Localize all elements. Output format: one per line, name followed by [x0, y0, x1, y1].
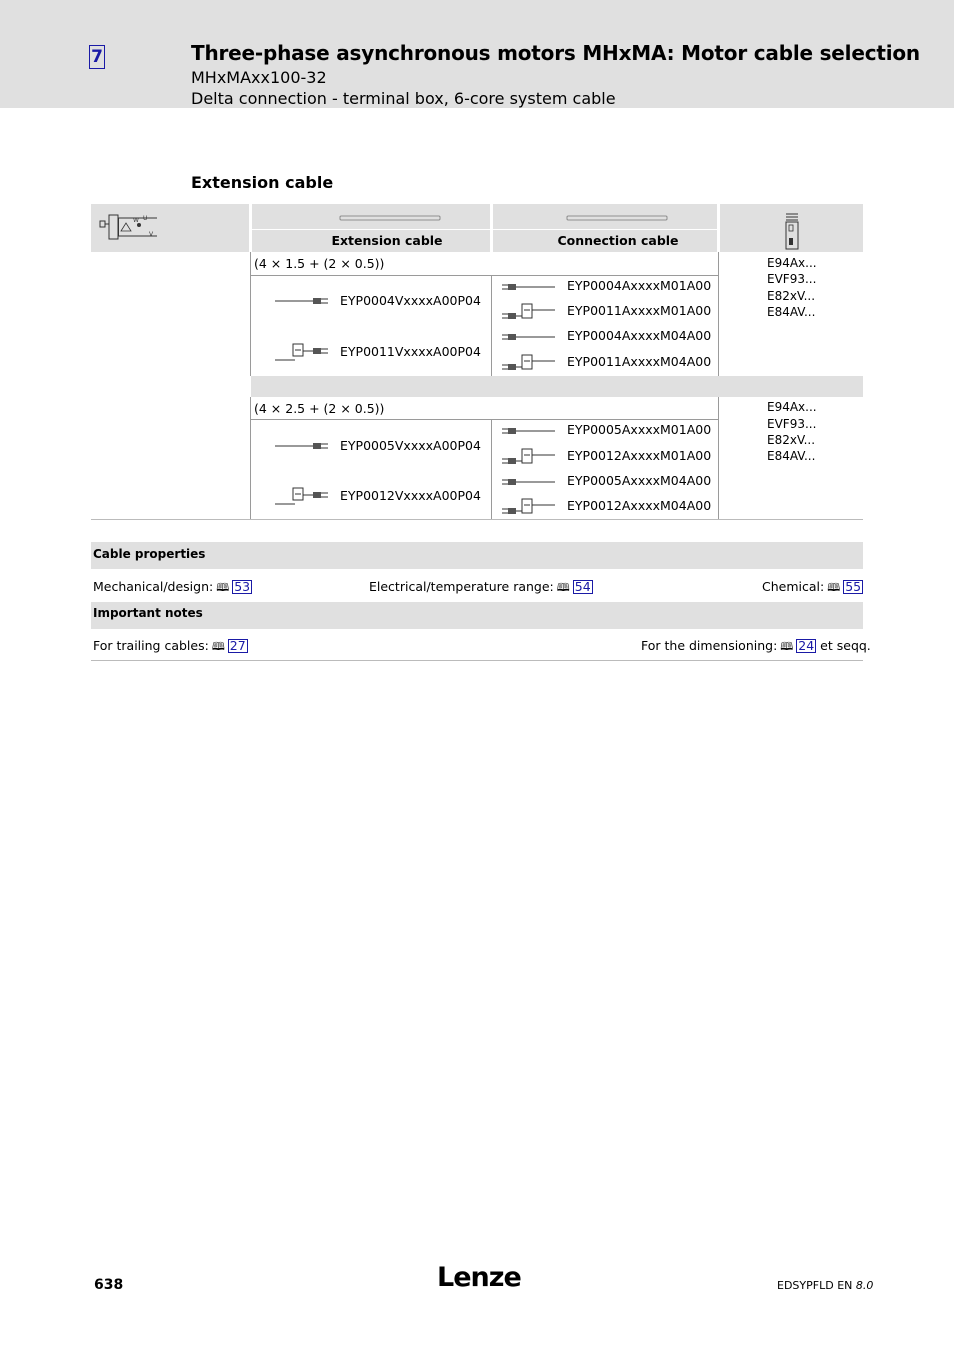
- doc-code: EDSYPFLD: [777, 1279, 834, 1292]
- trailing-cables-ref: [93, 638, 248, 657]
- extension-cable-part: EYP0011VxxxxA00P04: [340, 344, 481, 359]
- important-notes-heading: Important notes: [93, 606, 203, 620]
- extension-cable-part: EYP0012VxxxxA00P04: [340, 488, 481, 503]
- controller-header-cell: [720, 204, 863, 252]
- motor-terminal-box-icon: [99, 213, 157, 241]
- svg-text:V: V: [149, 231, 154, 238]
- lenze-logo: Lenze: [437, 1262, 521, 1293]
- extension-cable-header: Extension cable: [331, 233, 443, 248]
- electrical-temperature-ref: [369, 579, 593, 598]
- controller-type: E82xV...: [767, 289, 816, 303]
- page-ref-link[interactable]: 54: [574, 579, 591, 594]
- section-title: Extension cable: [191, 173, 334, 192]
- cross-section-label: (4 × 2.5 + (2 × 0.5)): [254, 401, 385, 416]
- cross-section-label: (4 × 1.5 + (2 × 0.5)): [254, 256, 385, 271]
- dimensioning-label: For the dimensioning:: [641, 638, 778, 653]
- page-ref-link[interactable]: 53: [234, 579, 251, 594]
- connection-cable-part: EYP0005AxxxxM01A00: [567, 422, 712, 437]
- connection-cable-part: EYP0005AxxxxM04A00: [567, 473, 712, 488]
- connection-cable-part: EYP0004AxxxxM01A00: [567, 278, 712, 293]
- angled-connector-icon: [275, 484, 329, 508]
- extension-header-cell: [252, 204, 490, 252]
- cable-end-icon: [275, 440, 329, 452]
- angled-connector-icon: [502, 300, 556, 324]
- dimensioning-suffix: et seqq.: [820, 638, 871, 653]
- page-ref-link[interactable]: 55: [845, 579, 862, 594]
- controller-type: EVF93...: [767, 417, 817, 431]
- page-number: 638: [94, 1277, 124, 1293]
- mechanical-design-ref: [93, 579, 252, 598]
- angled-connector-icon: [275, 340, 329, 364]
- controller-icon: [784, 212, 800, 250]
- trailing-label: For trailing cables:: [93, 638, 209, 653]
- controller-type: E94Ax...: [767, 400, 817, 414]
- book-icon: 🕮: [211, 640, 225, 653]
- extension-cable-part: EYP0004VxxxxA00P04: [340, 293, 481, 308]
- page-subtitle-motor: MHxMAxx100-32: [191, 68, 327, 87]
- connection-cable-part: EYP0012AxxxxM04A00: [567, 498, 712, 513]
- book-icon: 🕮: [780, 640, 794, 653]
- cable-icon: [339, 214, 441, 222]
- controller-type: E94Ax...: [767, 256, 817, 270]
- cable-end-icon: [275, 295, 329, 307]
- connection-cable-part: EYP0012AxxxxM01A00: [567, 448, 712, 463]
- page-ref-link[interactable]: 27: [229, 638, 246, 653]
- angled-connector-icon: [502, 495, 556, 519]
- dimensioning-ref: [641, 638, 871, 657]
- angled-connector-icon: [502, 351, 556, 375]
- connection-cable-part: EYP0011AxxxxM04A00: [567, 354, 712, 369]
- svg-text:W: W: [133, 217, 139, 224]
- cable-properties-heading-bar: [91, 542, 863, 569]
- connection-header-cell: [493, 204, 717, 252]
- chapter-number[interactable]: 7: [89, 45, 105, 69]
- chemical-label: Chemical:: [762, 579, 825, 594]
- book-icon: 🕮: [216, 581, 230, 594]
- cable-properties-heading: Cable properties: [93, 547, 206, 561]
- doc-language: EN: [837, 1279, 853, 1292]
- controller-type: E84AV...: [767, 305, 816, 319]
- connection-cable-part: EYP0004AxxxxM04A00: [567, 328, 712, 343]
- important-notes-heading-bar: [91, 602, 863, 629]
- electrical-label: Electrical/temperature range:: [369, 579, 554, 594]
- page-subtitle-connection: Delta connection - terminal box, 6-core system cable: [191, 89, 616, 108]
- chemical-ref: [762, 579, 863, 598]
- connector-icon: [502, 425, 556, 437]
- book-icon: 🕮: [827, 581, 841, 594]
- group-separator: [251, 376, 863, 397]
- connection-cable-part: EYP0011AxxxxM01A00: [567, 303, 712, 318]
- motor-header-cell: [91, 204, 249, 252]
- connector-icon: [502, 331, 556, 343]
- svg-text:U: U: [143, 215, 148, 222]
- extension-cable-part: EYP0005VxxxxA00P04: [340, 438, 481, 453]
- controller-type: E84AV...: [767, 449, 816, 463]
- doc-version: 8.0: [855, 1279, 874, 1292]
- cable-icon: [566, 214, 668, 222]
- angled-connector-icon: [502, 445, 556, 469]
- connector-icon: [502, 281, 556, 293]
- document-code: [777, 1279, 873, 1292]
- controller-type: EVF93...: [767, 272, 817, 286]
- page-ref-link[interactable]: 24: [798, 638, 815, 653]
- book-icon: 🕮: [556, 581, 570, 594]
- connection-cable-header: Connection cable: [557, 233, 679, 248]
- page-title: Three-phase asynchronous motors MHxMA: Motor cable selection: [191, 41, 920, 65]
- connector-icon: [502, 476, 556, 488]
- controller-type: E82xV...: [767, 433, 816, 447]
- mechanical-label: Mechanical/design:: [93, 579, 214, 594]
